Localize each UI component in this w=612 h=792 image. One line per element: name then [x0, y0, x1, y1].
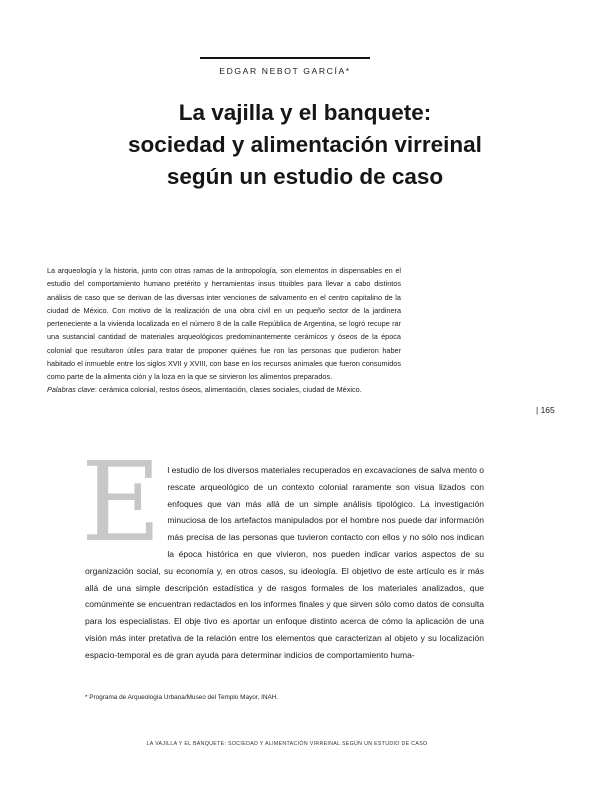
- keywords: [47, 383, 401, 396]
- title-line-2: sociedad y alimentación virreinal: [128, 132, 482, 157]
- author-name: EDGAR NEBOT GARCÍA*: [219, 66, 351, 76]
- page-number: | 165: [536, 405, 555, 415]
- keywords-label: Palabras clave: [47, 385, 95, 395]
- running-footer: LA VAJILLA Y EL BANQUETE: SOCIEDAD Y ALIMENTACIÓN VIRREINAL SEGÚN UN ESTUDIO DE CASO: [146, 741, 428, 747]
- header-rule: [200, 57, 370, 59]
- article-title: [40, 97, 570, 193]
- keywords-list: : cerámica colonial, restos óseos, alimentación, clases sociales, ciudad de México.: [94, 385, 362, 395]
- abstract-text: La arqueología y la historia, junto con otras ramas de la antropología, son elementos in dispensables en el estudio del comportamiento humano pretérito y herramientas insus tituibles para llevar a cabo distintos análisis de caso que se derivan de las diversas inter venciones de salvamento en el centro capitalino de la ciudad de México. Con motivo de la realización de una obra civil en un pequeño sector de la jardinera perteneciente a la vivienda localizada en el número 8 de la calle República de Argentina, se logró recupe rar una sustancial cantidad de materiales arqueológicos predominantemente cerámicos y óseos de la época colonial que resultaron útiles para tratar de proponer quiénes fue ron las personas que pudieron haber habitado el inmueble entre los siglos XVII y XVIII, con base en los recursos animales que fueron consumidos como parte de la alimenta ción y la loza en la que se sirvieron los alimentos preparados.: [47, 266, 401, 381]
- abstract: [47, 264, 401, 397]
- article-body: [81, 438, 484, 664]
- title-line-3: según un estudio de caso: [166, 164, 444, 189]
- body-paragraph: l estudio de los diversos materiales recuperados en excavaciones de salva mento o rescate arqueológico de un contexto colonial raramente son visua lizados con enfoques que van más allá de un simple análisis tipológico. La investigación minuciosa de los artefactos manipulados por el hombre nos puede dar información más precisa de las personas que tuvieron contacto con ellos y no sólo nos indican la época histórica en que vivieron, nos pueden indicar varios aspectos de su organización social, su economía y, en otros casos, su ideología. El objetivo de este artículo es ir más allá de una simple descripción estadística y de rasgos formales de los materiales analizados, que comúnmente se encuentran redactados en los informes finales y que sirven sólo como datos de consulta para los especialistas. El obje tivo es aportar un enfoque distinto acerca de cómo la aplicación de una visión más inter pretativa de la relación entre los elementos que caracterizan al objeto y su localización espacio-temporal es de gran ayuda para determinar indicios de comportamiento huma-: [85, 465, 484, 660]
- footnote: * Programa de Arqueología Urbana/Museo del Templo Mayor, INAH.: [85, 694, 279, 701]
- drop-cap: E: [81, 438, 162, 566]
- title-line-1: La vajilla y el banquete:: [178, 100, 432, 125]
